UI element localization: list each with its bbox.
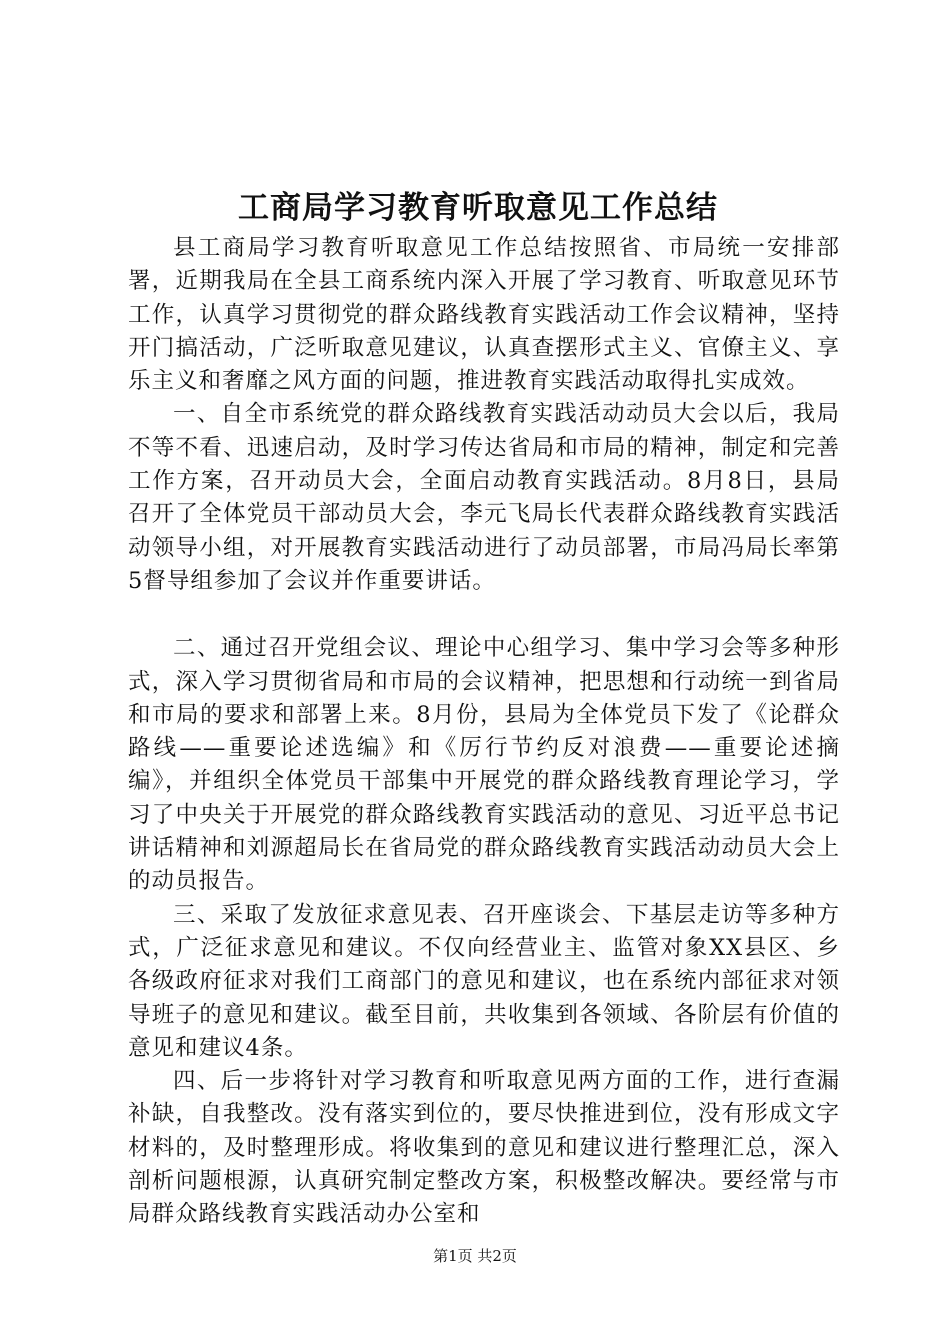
paragraph-section-2: 二、通过召开党组会议、理论中心组学习、集中学习会等多种形式，深入学习贯彻省局和市局的会议精神，把思想和行动统一到省局和市局的要求和部署上来。8月份，县局为全体党员下发了《论群众路线——重要论述选编》和《厉行节约反对浪费——重要论述摘编》，并组织全体党员干部集中开展党的群众路线教育理论学习，学习了中央关于开展党的群众路线教育实践活动的意见、习近平总书记讲话精神和刘源超局长在省局党的群众路线教育实践活动动员大会上的动员报告。 <box>128 635 840 895</box>
document-title: 工商局学习教育听取意见工作总结 <box>238 190 718 226</box>
document-body <box>128 232 840 1232</box>
paragraph-section-1: 一、自全市系统党的群众路线教育实践活动动员大会以后，我局不等不看、迅速启动，及时学习传达省局和市局的精神，制定和完善工作方案，召开动员大会，全面启动教育实践活动。8月8日，县局召开了全体党员干部动员大会，李元飞局长代表群众路线教育实践活动领导小组，对开展教育实践活动进行了动员部署，市局冯局长率第5督导组参加了会议并作重要讲话。 <box>128 401 840 594</box>
paragraph-intro: 县工商局学习教育听取意见工作总结按照省、市局统一安排部署，近期我局在全县工商系统内深入开展了学习教育、听取意见环节工作，认真学习贯彻党的群众路线教育实践活动工作会议精神，坚持开门搞活动，广泛听取意见建议，认真查摆形式主义、官僚主义、享乐主义和奢靡之风方面的问题，推进教育实践活动取得扎实成效。 <box>128 235 840 395</box>
paragraph-section-3: 三、采取了发放征求意见表、召开座谈会、下基层走访等多种方式，广泛征求意见和建议。不仅向经营业主、监管对象XX县区、乡各级政府征求对我们工商部门的意见和建议，也在系统内部征求对领导班子的意见和建议。截至目前，共收集到各领域、各阶层有价值的意见和建议4条。 <box>128 901 840 1061</box>
page-number-footer: 第1页 共2页 <box>433 1247 517 1265</box>
blank-line <box>128 598 840 632</box>
paragraph-section-4: 四、后一步将针对学习教育和听取意见两方面的工作，进行查漏补缺，自我整改。没有落实到位的，要尽快推进到位，没有形成文字材料的，及时整理形成。将收集到的意见和建议进行整理汇总，深入剖析问题根源，认真研究制定整改方案，积极整改解决。要经常与市局群众路线教育实践活动办公室和 <box>128 1068 840 1228</box>
